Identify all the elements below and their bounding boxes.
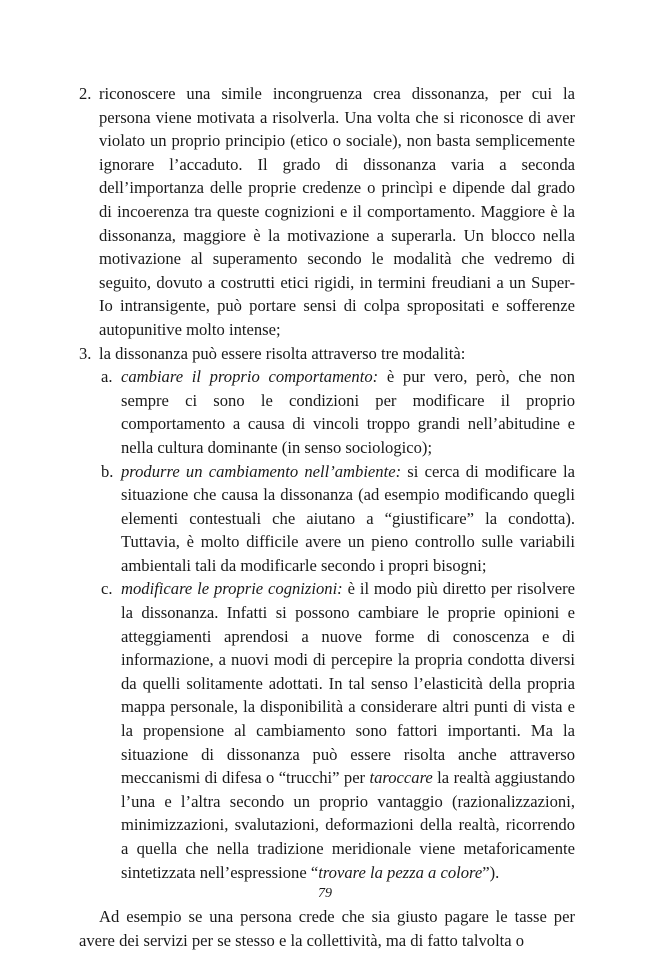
list-marker: 2. xyxy=(79,84,92,103)
list-marker: 3. xyxy=(79,343,92,363)
sub-item-text: è il modo più diretto per risolvere la dissonanza. Infatti si possono cambiare le proprie opinioni e atteggiamenti aprendosi a nuove forme di conoscenza e di informazione, a nuovi modi di percepire la propria condotta diversi da quelli solitamente adottati. In tal senso l’elasticità della propria mappa personale, la disponibilità a considerare altri punti di vista e la propensione al cambiamento sono fattori importanti. Ma la situazione di dissonanza può essere risolta anche attraverso meccanismi di difesa o “trucchi” per xyxy=(121,579,575,788)
sub-item-text: si cerca di modificare la situazione che causa la dissonanza (ad esempio modificando quegli elementi contestuali che aiutano a “giustificare” la condotta). Tuttavia, è molto difficile avere un pieno controllo sulle variabili ambientali tali da modificarle secondo i propri bisogni; xyxy=(121,461,575,575)
sub-marker: a. xyxy=(101,367,113,387)
page-body xyxy=(79,82,575,969)
body-paragraph: Ad esempio se una persona crede che sia giusto pagare le tasse per avere dei servizi per se stesso e la collettività, ma di fatto talvolta o xyxy=(79,907,575,950)
sub-item-heading: produrre un cambiamento nell’ambiente: xyxy=(121,461,402,481)
italic-word: taroccare xyxy=(369,768,433,788)
sub-item-text: la realtà aggiustando l’una e l’altra secondo un proprio vantaggio (razionalizzazioni, minimizzazioni, svalutazioni, deformazioni della realtà, ricorrendo a quella che nella tradizione meridionale viene metaforicamente sintetizzata nell’espressione “ xyxy=(121,768,575,882)
sub-item-text: ”). xyxy=(482,862,500,882)
italic-quote: trovare la pezza a colore xyxy=(318,862,483,882)
sub-marker: b. xyxy=(101,461,114,481)
sub-marker: c. xyxy=(101,579,113,599)
list-item-text: riconoscere una simile incongruenza crea dissonanza, per cui la persona viene motivata a risolverla. Una volta che si riconosce di aver violato un proprio principio (etico o sociale), non basta semplicemente ignorare l’accaduto. Il grado di dissonanza varia a seconda dell’importanza delle proprie credenze o princìpi e dipende dal grado di incoerenza tra queste cognizioni e il comportamento. Maggiore è la dissonanza, maggiore è la motivazione a superarla. Un blocco nella motivazione al superamento secondo le modalità che vedremo di seguito, dovuto a costrutti etici rigidi, in termini freudiani a un Super-Io intransigente, può portare sensi di colpa spropositati e sofferenze autopunitive molto intense; xyxy=(99,84,575,339)
sub-item-heading: cambiare il proprio comportamento: xyxy=(121,367,379,387)
sub-item-b xyxy=(79,460,575,578)
page-number: 79 xyxy=(318,886,332,901)
sub-item-c xyxy=(79,577,575,884)
list-item-3 xyxy=(79,342,575,366)
list-item-2 xyxy=(79,82,575,342)
list-item-text: la dissonanza può essere risolta attraverso tre modalità: xyxy=(99,343,466,363)
sub-item-a xyxy=(79,365,575,459)
sub-item-text: è pur vero, però, che non sempre ci sono le condizioni per modificare il proprio comportamento a causa di vincoli troppo grandi nell’abitudine e nella cultura dominante (in senso sociologico); xyxy=(121,367,575,457)
sub-item-heading: modificare le proprie cognizioni: xyxy=(121,579,343,599)
